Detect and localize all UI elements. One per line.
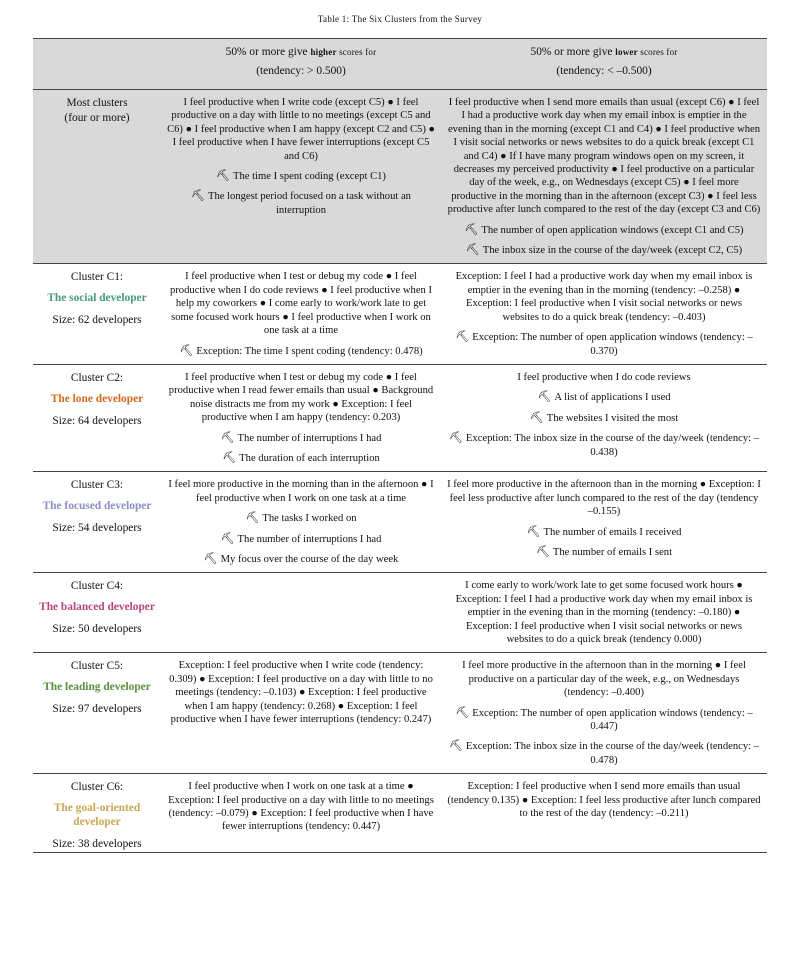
pickaxe-icon: ⛏ bbox=[526, 524, 541, 538]
metric-text: The duration of each interruption bbox=[239, 452, 380, 464]
cluster-size: Size: 62 developers bbox=[52, 314, 142, 327]
header-higher-bold: higher bbox=[310, 47, 337, 57]
cluster-size: Size: 38 developers bbox=[52, 838, 142, 851]
header-higher-threshold: (tendency: > 0.500) bbox=[256, 65, 346, 77]
cluster-label-cell bbox=[33, 364, 161, 471]
metric-item bbox=[447, 223, 761, 237]
cluster-label-cell bbox=[33, 90, 161, 264]
lower-statements: I feel productive when I do code reviews bbox=[517, 371, 691, 383]
metric-text: The tasks I worked on bbox=[262, 513, 357, 525]
metric-item bbox=[167, 511, 435, 525]
metric-text: The number of emails I sent bbox=[552, 546, 673, 558]
lower-statements: I feel productive when I send more emails than usual (except C6) ● I feel I had a productive work day when my email inbox is emptier in the evening than in the morning (except C1 and C4) ● I feel productive when I visit social networks or news websites to do a quick break (except C1 and C4) ● If I have many program windows open on my screen, it decreases my perceived productivity ● I feel productive on a particular day of the week, e.g., on Wednesdays (except C5) ● I feel more productive in the morning than in the afternoon (except C3) ● I feel less productive after lunch compared to the rest of the day (except C3 and C6) bbox=[447, 97, 761, 216]
lower-scores-cell bbox=[441, 573, 767, 653]
pickaxe-icon: ⛏ bbox=[465, 243, 480, 257]
metric-item bbox=[167, 532, 435, 546]
cluster-size: Size: 50 developers bbox=[52, 623, 142, 636]
pickaxe-icon: ⛏ bbox=[222, 450, 237, 464]
metric-text: The number of emails I received bbox=[543, 526, 682, 538]
metric-item bbox=[167, 431, 435, 445]
higher-scores-cell bbox=[161, 472, 441, 573]
cluster-label-cell bbox=[33, 573, 161, 653]
pickaxe-icon: ⛏ bbox=[245, 511, 260, 525]
metric-item bbox=[167, 344, 435, 358]
cluster-label-cell bbox=[33, 653, 161, 774]
metric-text: Exception: The time I spent coding (tendency: 0.478) bbox=[196, 345, 423, 357]
cluster-name: The lone developer bbox=[50, 392, 144, 405]
metric-text: Exception: The number of open application windows (tendency: –0.447) bbox=[472, 707, 753, 733]
metric-item bbox=[167, 451, 435, 465]
cluster-id: Cluster C5: bbox=[70, 660, 124, 673]
pickaxe-icon: ⛏ bbox=[220, 430, 235, 444]
header-empty-cell bbox=[33, 39, 161, 90]
table-row bbox=[33, 264, 767, 364]
metric-text: The inbox size in the course of the day/week (except C2, C5) bbox=[482, 245, 743, 257]
cluster-name: The social developer bbox=[47, 292, 147, 305]
cluster-size: Size: 64 developers bbox=[52, 414, 142, 427]
lower-statements: Exception: I feel I had a productive work day when my email inbox is emptier in the evening than in the morning (tendency: –0.258) ● Exception: I feel productive when I visit social networks or news websites to do a quick break (tendency: –0.403) bbox=[455, 271, 753, 323]
metric-item bbox=[447, 739, 761, 767]
metric-text: Exception: The inbox size in the course of the day/week (tendency: –0.438) bbox=[465, 433, 760, 458]
metric-item bbox=[447, 545, 761, 559]
header-lower bbox=[441, 39, 767, 90]
metric-item bbox=[167, 552, 435, 566]
cluster-id: Cluster C3: bbox=[70, 479, 124, 492]
pickaxe-icon: ⛏ bbox=[191, 189, 205, 203]
header-lower-bold: lower bbox=[615, 47, 638, 57]
cluster-label-cell bbox=[33, 264, 161, 364]
pickaxe-icon: ⛏ bbox=[455, 705, 470, 719]
table-row bbox=[33, 653, 767, 774]
pickaxe-icon: ⛏ bbox=[448, 431, 463, 445]
pickaxe-icon: ⛏ bbox=[220, 531, 235, 545]
higher-statements: I feel productive when I write code (except C5) ● I feel productive on a day with little to no meetings (except C5 and C6) ● I feel productive when I am happy (except C2 and C5) ● I feel productive when I have fewer interruptions (except C5 and C6) bbox=[167, 97, 435, 162]
cluster-id: Cluster C1: bbox=[70, 271, 124, 284]
metric-text: Exception: The number of open application windows (tendency: –0.370) bbox=[472, 332, 753, 357]
pickaxe-icon: ⛏ bbox=[448, 739, 463, 753]
cluster-name: The focused developer bbox=[42, 500, 152, 513]
metric-text: The longest period focused on a task without an interruption bbox=[207, 191, 411, 216]
higher-scores-cell bbox=[161, 573, 441, 653]
higher-scores-cell bbox=[161, 90, 441, 264]
metric-text: The websites I visited the most bbox=[546, 412, 679, 424]
cluster-size: Size: 54 developers bbox=[52, 522, 142, 535]
header-lower-threshold: (tendency: < –0.500) bbox=[556, 65, 652, 77]
row-label-line: Most clusters bbox=[66, 97, 128, 109]
header-lower-post: scores for bbox=[637, 47, 678, 57]
metric-text: A list of applications I used bbox=[554, 392, 671, 404]
cluster-id: Cluster C4: bbox=[70, 580, 124, 593]
pickaxe-icon: ⛏ bbox=[529, 410, 544, 424]
metric-item bbox=[447, 390, 761, 404]
header-lower-pre: 50% or more give bbox=[530, 46, 616, 58]
metric-text: The number of open application windows (except C1 and C5) bbox=[481, 224, 744, 236]
metric-item bbox=[447, 431, 761, 459]
cluster-name: The goal-oriented developer bbox=[53, 802, 141, 829]
cluster-id: Cluster C6: bbox=[70, 781, 124, 794]
metric-text: Exception: The inbox size in the course of the day/week (tendency: –0.478) bbox=[465, 741, 760, 766]
caption-text: Table 1: The Six Clusters from the Survey bbox=[317, 14, 483, 24]
metric-item bbox=[447, 243, 761, 257]
higher-scores-cell bbox=[161, 774, 441, 853]
lower-scores-cell bbox=[441, 90, 767, 264]
lower-scores-cell bbox=[441, 264, 767, 364]
pickaxe-icon: ⛏ bbox=[179, 343, 194, 357]
higher-statements: I feel productive when I work on one task at a time ● Exception: I feel productive on a day with little to no meetings (tendency: –0.079) ● Exception: I feel productive when I have fewer interruptions (tendency: 0.447) bbox=[168, 781, 434, 833]
lower-statements: I feel more productive in the afternoon than in the morning ● Exception: I feel less productive after lunch compared to the rest of the day (tendency –0.155) bbox=[447, 479, 761, 518]
header-higher-post: scores for bbox=[336, 47, 377, 57]
table-row bbox=[33, 774, 767, 853]
metric-text: The number of interruptions I had bbox=[237, 533, 382, 545]
metric-item bbox=[447, 525, 761, 539]
pickaxe-icon: ⛏ bbox=[464, 222, 479, 236]
pickaxe-icon: ⛏ bbox=[455, 330, 470, 344]
table-row bbox=[33, 364, 767, 471]
header-higher-pre: 50% or more give bbox=[225, 46, 311, 58]
lower-scores-cell bbox=[441, 774, 767, 853]
higher-scores-cell bbox=[161, 653, 441, 774]
metric-text: My focus over the course of the day week bbox=[220, 553, 399, 565]
clusters-table bbox=[33, 38, 767, 853]
table-row bbox=[33, 90, 767, 264]
cluster-name: The leading developer bbox=[43, 681, 151, 694]
table-caption bbox=[0, 14, 800, 24]
metric-text: The number of interruptions I had bbox=[237, 432, 382, 444]
higher-scores-cell bbox=[161, 264, 441, 364]
metric-item bbox=[167, 169, 435, 183]
pickaxe-icon: ⛏ bbox=[203, 551, 218, 565]
cluster-label-cell bbox=[33, 472, 161, 573]
higher-statements: Exception: I feel productive when I write code (tendency: 0.309) ● Exception: I feel productive on a day with little to no meetings (tendency: –0.103) ● Exception: I feel productive when I am happy (tendency: 0.268) ● Exception: I feel productive when I have fewer interruptions (tendency: 0.247) bbox=[169, 660, 433, 726]
pickaxe-icon: ⛏ bbox=[535, 544, 550, 558]
row-label-line: (four or more) bbox=[64, 112, 130, 124]
lower-scores-cell bbox=[441, 653, 767, 774]
higher-statements: I feel productive when I test or debug my code ● I feel productive when I read fewer emails than usual ● Background noise distracts me from my work ● Exception: I feel productive when I am happy (tendency: 0.203) bbox=[168, 371, 434, 424]
lower-statements: Exception: I feel productive when I send more emails than usual (tendency 0.135) ● Exception: I feel less productive after lunch compared to the rest of the day (tendency: –0.211) bbox=[447, 781, 761, 820]
metric-item bbox=[447, 706, 761, 734]
cluster-size: Size: 97 developers bbox=[52, 703, 142, 716]
lower-scores-cell bbox=[441, 472, 767, 573]
cluster-id: Cluster C2: bbox=[70, 371, 124, 384]
table-row bbox=[33, 472, 767, 573]
metric-item bbox=[447, 411, 761, 425]
higher-scores-cell bbox=[161, 364, 441, 471]
cluster-name: The balanced developer bbox=[39, 601, 155, 614]
higher-statements: I feel productive when I test or debug my code ● I feel productive when I do code reviews ● I feel productive when I help my coworkers ● I come early to work/work late to get some focused work hours ● I feel productive when I work on one task at a time bbox=[169, 271, 433, 337]
pickaxe-icon: ⛏ bbox=[537, 390, 552, 404]
lower-statements: I come early to work/work late to get some focused work hours ● Exception: I feel I had a productive work day when my email inbox is emptier in the evening than in the morning (tendency: –0.180) ● Exception: I feel productive when I visit social networks or news websites to do a quick break (tendency 0.000) bbox=[455, 580, 753, 645]
table-row bbox=[33, 573, 767, 653]
pickaxe-icon: ⛏ bbox=[216, 169, 230, 183]
lower-scores-cell bbox=[441, 364, 767, 471]
header-higher bbox=[161, 39, 441, 90]
lower-statements: I feel more productive in the afternoon than in the morning ● I feel productive on a particular day of the week, e.g., on Wednesdays (tendency: –0.400) bbox=[462, 660, 746, 699]
table-header-row bbox=[33, 39, 767, 90]
higher-statements: I feel more productive in the morning than in the afternoon ● I feel productive when I work on one task at a time bbox=[168, 479, 434, 504]
metric-item bbox=[167, 189, 435, 217]
metric-item bbox=[447, 330, 761, 358]
cluster-label-cell bbox=[33, 774, 161, 853]
metric-text: The time I spent coding (except C1) bbox=[232, 171, 386, 183]
